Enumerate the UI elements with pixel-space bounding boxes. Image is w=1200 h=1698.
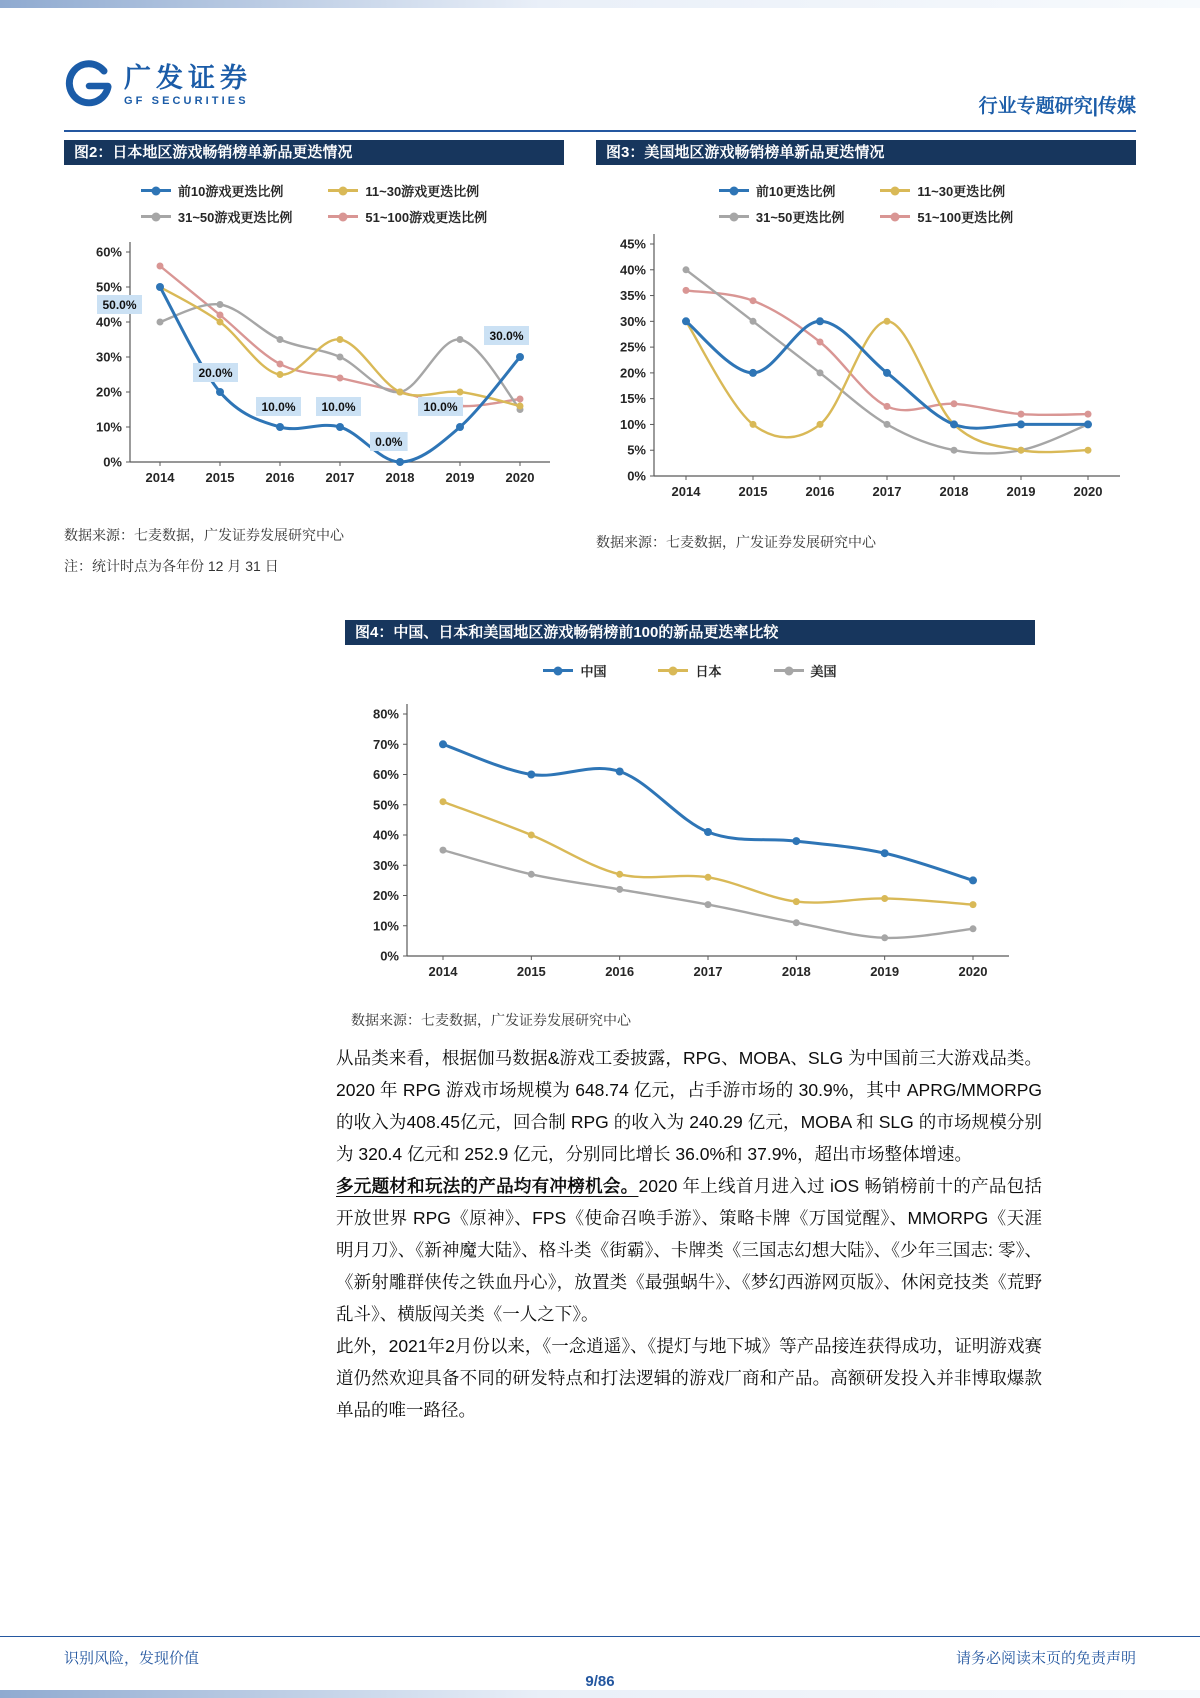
- report-category-label: 行业专题研究|传媒: [978, 96, 1136, 117]
- body-text: [336, 1042, 1042, 1426]
- x-tick-label: 2016: [605, 964, 635, 979]
- figure-4-chart: [345, 684, 1035, 984]
- data-point-marker: [336, 423, 344, 431]
- x-tick-label: 2015: [738, 484, 768, 499]
- series-line-1: [443, 802, 973, 905]
- paragraph-category: 从品类来看，根据伽马数据&游戏工委披露，RPG、MOBA、SLG 为中国前三大游戏品类。2020 年 RPG 游戏市场规模为 648.74 亿元，占手游市场的 30.9%，其中 APRG/MMORPG 的收入为408.45亿元，回合制 RPG 的收入为 240.29 亿元，MOBA 和 SLG 的市场规模分别为 320.4 亿元和 252.9 亿元，分别同比增长 36.0%和 37.9%，超出市场整体增速。: [336, 1048, 1042, 1164]
- y-tick-label: 60%: [372, 767, 399, 782]
- brand-name-en: GF SECURITIES: [124, 95, 249, 107]
- data-point-marker: [456, 423, 464, 431]
- data-point-marker: [528, 871, 535, 878]
- x-tick-label: 2019: [870, 964, 900, 979]
- x-tick-label: 2017: [693, 964, 723, 979]
- legend-item: [880, 207, 1013, 226]
- data-point-marker: [750, 297, 757, 304]
- footer-disclaimer: 请务必阅读末页的免责声明: [955, 1650, 1136, 1667]
- y-tick-label: 30%: [95, 349, 122, 365]
- data-point-marker: [616, 871, 623, 878]
- data-point-marker: [217, 301, 224, 308]
- figure-2: [64, 140, 564, 576]
- legend-label: 中国: [580, 664, 607, 679]
- x-tick-label: 2020: [1073, 484, 1103, 499]
- figure-2-caption: 图2：日本地区游戏畅销榜单新品更迭情况: [64, 140, 564, 165]
- point-label: 10.0%: [321, 400, 356, 414]
- legend-item: [658, 661, 721, 680]
- x-tick-label: 2020: [505, 470, 535, 485]
- x-tick-label: 2016: [265, 470, 295, 485]
- data-point-marker: [683, 287, 690, 294]
- x-tick-label: 2018: [939, 484, 969, 499]
- figure-2-source: 数据来源：七麦数据，广发证券发展研究中心: [64, 527, 344, 543]
- figure-4-caption: 图4：中国、日本和美国地区游戏畅销榜前100的新品更迭率比较: [345, 620, 1035, 645]
- header-divider: [64, 130, 1136, 132]
- data-point-marker: [792, 837, 800, 845]
- legend-label: 日本: [695, 664, 722, 679]
- legend-label: 11~30游戏更迭比例: [365, 184, 480, 199]
- y-tick-label: 20%: [619, 365, 646, 381]
- data-point-marker: [881, 895, 888, 902]
- data-point-marker: [457, 336, 464, 343]
- y-tick-label: 15%: [619, 391, 646, 407]
- series-line-1: [686, 321, 1088, 452]
- legend-item: [328, 181, 487, 200]
- data-point-marker: [396, 458, 404, 466]
- data-point-marker: [683, 266, 690, 273]
- y-tick-label: 30%: [619, 313, 646, 329]
- data-point-marker: [337, 375, 344, 382]
- y-tick-label: 25%: [619, 339, 646, 355]
- data-point-marker: [337, 336, 344, 343]
- series-line-2: [443, 850, 973, 938]
- data-point-marker: [277, 361, 284, 368]
- data-point-marker: [157, 319, 164, 326]
- footer-slogan: 识别风险，发现价值: [64, 1650, 200, 1667]
- bottom-decor-strip: [0, 1690, 1200, 1698]
- y-tick-label: 80%: [372, 706, 399, 722]
- x-tick-label: 2018: [781, 964, 811, 979]
- figure-3-caption: 图3：美国地区游戏畅销榜单新品更迭情况: [596, 140, 1136, 165]
- legend-label: 51~100游戏更迭比例: [365, 210, 488, 225]
- legend-label: 前10游戏更迭比例: [177, 184, 284, 199]
- data-point-marker: [517, 403, 524, 410]
- y-tick-label: 20%: [372, 888, 399, 903]
- figure-3-source: 数据来源：七麦数据，广发证券发展研究中心: [596, 534, 876, 550]
- data-point-marker: [156, 283, 164, 291]
- data-point-marker: [749, 369, 757, 377]
- point-label: 10.0%: [261, 400, 296, 414]
- top-decor-strip: [0, 0, 1200, 8]
- legend-dot-icon: [891, 186, 900, 195]
- data-point-marker: [883, 369, 891, 377]
- data-point-marker: [440, 847, 447, 854]
- legend-label: 美国: [810, 664, 837, 679]
- figure-4-legend: [345, 661, 1035, 680]
- data-point-marker: [216, 388, 224, 396]
- data-point-marker: [457, 389, 464, 396]
- data-point-marker: [750, 421, 757, 428]
- y-tick-label: 35%: [619, 288, 646, 304]
- legend-item: [719, 207, 845, 226]
- legend-dot-icon: [339, 186, 348, 195]
- y-tick-label: 40%: [619, 262, 646, 278]
- brand-text: [124, 63, 252, 107]
- data-point-marker: [881, 849, 889, 857]
- x-tick-label: 2016: [805, 484, 835, 499]
- data-point-marker: [881, 934, 888, 941]
- point-label: 0.0%: [375, 435, 403, 449]
- page-header: [64, 60, 1136, 124]
- x-tick-label: 2020: [958, 964, 988, 979]
- y-tick-label: 45%: [619, 236, 646, 252]
- y-tick-label: 10%: [619, 416, 646, 432]
- legend-key-icon: [719, 189, 749, 192]
- footer-divider: [0, 1636, 1200, 1637]
- x-tick-label: 2015: [516, 964, 546, 979]
- y-tick-label: 0%: [627, 468, 646, 484]
- data-point-marker: [217, 319, 224, 326]
- data-point-marker: [440, 798, 447, 805]
- data-point-marker: [704, 828, 712, 836]
- paragraph-chart-toppers: [336, 1170, 1042, 1330]
- y-tick-label: 0%: [380, 948, 399, 964]
- y-tick-label: 0%: [103, 454, 122, 470]
- legend-dot-icon: [554, 666, 563, 675]
- figure-4-source: 数据来源：七麦数据，广发证券发展研究中心: [351, 1012, 631, 1028]
- x-tick-label: 2015: [205, 470, 235, 485]
- legend-key-icon: [328, 189, 358, 192]
- figure-2-chart: [64, 230, 564, 495]
- legend-key-icon: [880, 189, 910, 192]
- data-point-marker: [1085, 411, 1092, 418]
- data-point-marker: [951, 400, 958, 407]
- legend-key-icon: [719, 215, 749, 218]
- data-point-marker: [1018, 411, 1025, 418]
- legend-key-icon: [774, 669, 804, 672]
- legend-label: 11~30更迭比例: [917, 184, 1006, 199]
- data-point-marker: [1084, 420, 1092, 428]
- data-point-marker: [817, 369, 824, 376]
- data-point-marker: [277, 336, 284, 343]
- data-point-marker: [970, 925, 977, 932]
- data-point-marker: [817, 339, 824, 346]
- data-point-marker: [337, 354, 344, 361]
- data-point-marker: [969, 876, 977, 884]
- legend-dot-icon: [784, 666, 793, 675]
- data-point-marker: [528, 832, 535, 839]
- paragraph-lead-rest: 2020 年上线首月进入过 iOS 畅销榜前十的产品包括开放世界 RPG《原神》、FPS《使命召唤手游》、策略卡牌《万国觉醒》、MMORPG《天涯明月刀》、《新神魔大陆》、格斗类《街霸》、卡牌类《三国志幻想大陆》、《少年三国志: 零》、《新射雕群侠传之铁血丹心》，放置类《最强蜗牛》、《梦幻西游网页版》、休闲竞技类《荒野乱斗》、横版闯关类《一人之下》。: [336, 1176, 1042, 1324]
- point-label: 20.0%: [198, 366, 233, 380]
- figure-4: [345, 620, 1035, 1030]
- legend-item: [328, 207, 487, 226]
- data-point-marker: [516, 353, 524, 361]
- data-point-marker: [682, 317, 690, 325]
- data-point-marker: [616, 886, 623, 893]
- data-point-marker: [527, 771, 535, 779]
- legend-item: [719, 181, 845, 200]
- data-point-marker: [517, 396, 524, 403]
- data-point-marker: [817, 421, 824, 428]
- point-label: 50.0%: [102, 298, 137, 312]
- data-point-marker: [705, 874, 712, 881]
- data-point-marker: [750, 318, 757, 325]
- legend-key-icon: [543, 669, 573, 672]
- data-point-marker: [951, 447, 958, 454]
- legend-key-icon: [658, 669, 688, 672]
- gf-logo: [64, 60, 1136, 110]
- y-tick-label: 60%: [95, 244, 122, 260]
- figure-3: [596, 140, 1136, 552]
- y-tick-label: 50%: [372, 797, 399, 813]
- figure-3-chart: [596, 230, 1136, 518]
- legend-dot-icon: [729, 212, 738, 221]
- y-tick-label: 10%: [372, 918, 399, 934]
- data-point-marker: [884, 403, 891, 410]
- legend-key-icon: [141, 189, 171, 192]
- y-tick-label: 50%: [95, 279, 122, 295]
- data-point-marker: [793, 898, 800, 905]
- figure-3-legend: [596, 181, 1136, 226]
- legend-key-icon: [141, 215, 171, 218]
- data-point-marker: [217, 312, 224, 319]
- legend-label: 31~50更迭比例: [755, 210, 845, 225]
- legend-dot-icon: [729, 186, 738, 195]
- series-line-0: [443, 744, 973, 880]
- legend-dot-icon: [669, 666, 678, 675]
- paragraph-outlook: 此外，2021年2月份以来，《一念逍遥》、《提灯与地下城》等产品接连获得成功，证明游戏赛道仍然欢迎具备不同的研发特点和打法逻辑的游戏厂商和产品。高额研发投入并非博取爆款单品的唯一路径。: [336, 1336, 1042, 1420]
- y-tick-label: 30%: [372, 857, 399, 873]
- brand-name-cn: 广发证券: [124, 63, 252, 93]
- figure-2-legend: [64, 181, 564, 226]
- y-tick-label: 70%: [372, 736, 399, 752]
- y-tick-label: 5%: [627, 442, 646, 458]
- point-label: 10.0%: [423, 400, 458, 414]
- legend-item: [141, 207, 293, 226]
- legend-key-icon: [880, 215, 910, 218]
- gf-logo-icon: [64, 60, 114, 110]
- data-point-marker: [277, 371, 284, 378]
- data-point-marker: [1018, 447, 1025, 454]
- series-line-3: [686, 290, 1088, 415]
- legend-item: [543, 661, 606, 680]
- legend-label: 31~50游戏更迭比例: [177, 210, 293, 225]
- figure-2-note: 注：统计时点为各年份 12 月 31 日: [64, 558, 279, 574]
- data-point-marker: [816, 317, 824, 325]
- point-label: 30.0%: [489, 329, 524, 343]
- data-point-marker: [157, 263, 164, 270]
- paragraph-lead-sentence: 多元题材和玩法的产品均有冲榜机会。: [336, 1176, 639, 1196]
- data-point-marker: [884, 421, 891, 428]
- legend-dot-icon: [151, 212, 160, 221]
- legend-item: [774, 661, 837, 680]
- legend-label: 51~100更迭比例: [917, 210, 1014, 225]
- legend-dot-icon: [151, 186, 160, 195]
- data-point-marker: [616, 768, 624, 776]
- data-point-marker: [439, 740, 447, 748]
- x-tick-label: 2018: [385, 470, 415, 485]
- data-point-marker: [1085, 447, 1092, 454]
- x-tick-label: 2019: [445, 470, 475, 485]
- x-tick-label: 2017: [325, 470, 355, 485]
- data-point-marker: [793, 919, 800, 926]
- y-tick-label: 20%: [95, 384, 122, 400]
- legend-item: [141, 181, 293, 200]
- data-point-marker: [884, 318, 891, 325]
- y-tick-label: 40%: [372, 827, 399, 843]
- data-point-marker: [397, 389, 404, 396]
- data-point-marker: [950, 420, 958, 428]
- legend-key-icon: [328, 215, 358, 218]
- legend-dot-icon: [891, 212, 900, 221]
- y-tick-label: 10%: [95, 419, 122, 435]
- x-tick-label: 2017: [872, 484, 902, 499]
- x-tick-label: 2014: [428, 964, 458, 979]
- legend-dot-icon: [339, 212, 348, 221]
- x-tick-label: 2014: [671, 484, 701, 499]
- legend-label: 前10更迭比例: [755, 184, 836, 199]
- x-tick-label: 2019: [1006, 484, 1036, 499]
- data-point-marker: [276, 423, 284, 431]
- x-tick-label: 2014: [145, 470, 175, 485]
- data-point-marker: [970, 901, 977, 908]
- data-point-marker: [705, 901, 712, 908]
- legend-item: [880, 181, 1013, 200]
- page-number: 9/86: [585, 1673, 615, 1690]
- data-point-marker: [1017, 420, 1025, 428]
- y-tick-label: 40%: [95, 314, 122, 330]
